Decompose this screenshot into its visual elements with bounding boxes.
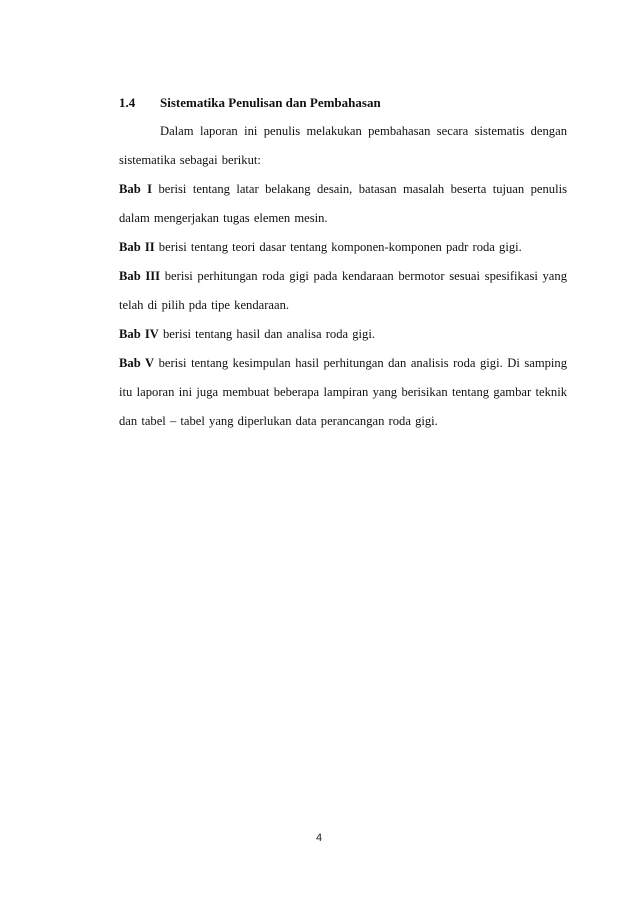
chapter-description: berisi tentang latar belakang desain, batasan masalah beserta tujuan penulis dalam mengerjakan tugas elemen mesin. bbox=[119, 182, 567, 225]
chapter-label: Bab III bbox=[119, 269, 161, 283]
section-title: Sistematika Penulisan dan Pembahasan bbox=[160, 95, 381, 110]
intro-paragraph: Dalam laporan ini penulis melakukan pembahasan secara sistematis dengan sistematika sebagai berikut: bbox=[119, 124, 567, 167]
section-number: 1.4 bbox=[119, 95, 136, 110]
chapter-paragraph-bab-2 bbox=[119, 233, 567, 262]
chapter-paragraph-bab-1 bbox=[119, 175, 567, 233]
chapter-label: Bab II bbox=[119, 240, 155, 254]
chapter-label: Bab I bbox=[119, 182, 153, 196]
chapter-paragraph-bab-3 bbox=[119, 262, 567, 320]
chapter-description: berisi tentang kesimpulan hasil perhitungan dan analisis roda gigi. Di samping itu laporan ini juga membuat beberapa lampiran yang berisikan tentang gambar teknik dan tabel – tabel yang diperlukan data perancangan roda gigi. bbox=[119, 356, 567, 428]
chapter-paragraph-bab-5 bbox=[119, 349, 567, 436]
chapter-paragraph-bab-4 bbox=[119, 320, 567, 349]
chapter-label: Bab V bbox=[119, 356, 155, 370]
section-heading bbox=[119, 88, 567, 117]
page-content bbox=[119, 88, 567, 436]
chapter-label: Bab IV bbox=[119, 327, 159, 341]
chapter-description: berisi tentang hasil dan analisa roda gigi. bbox=[158, 327, 375, 341]
chapter-description: berisi perhitungan roda gigi pada kendaraan bermotor sesuai spesifikasi yang telah di pilih pda tipe kendaraan. bbox=[119, 269, 567, 312]
page-number: 4 bbox=[315, 832, 323, 844]
chapter-description: berisi tentang teori dasar tentang komponen-komponen padr roda gigi. bbox=[154, 240, 522, 254]
